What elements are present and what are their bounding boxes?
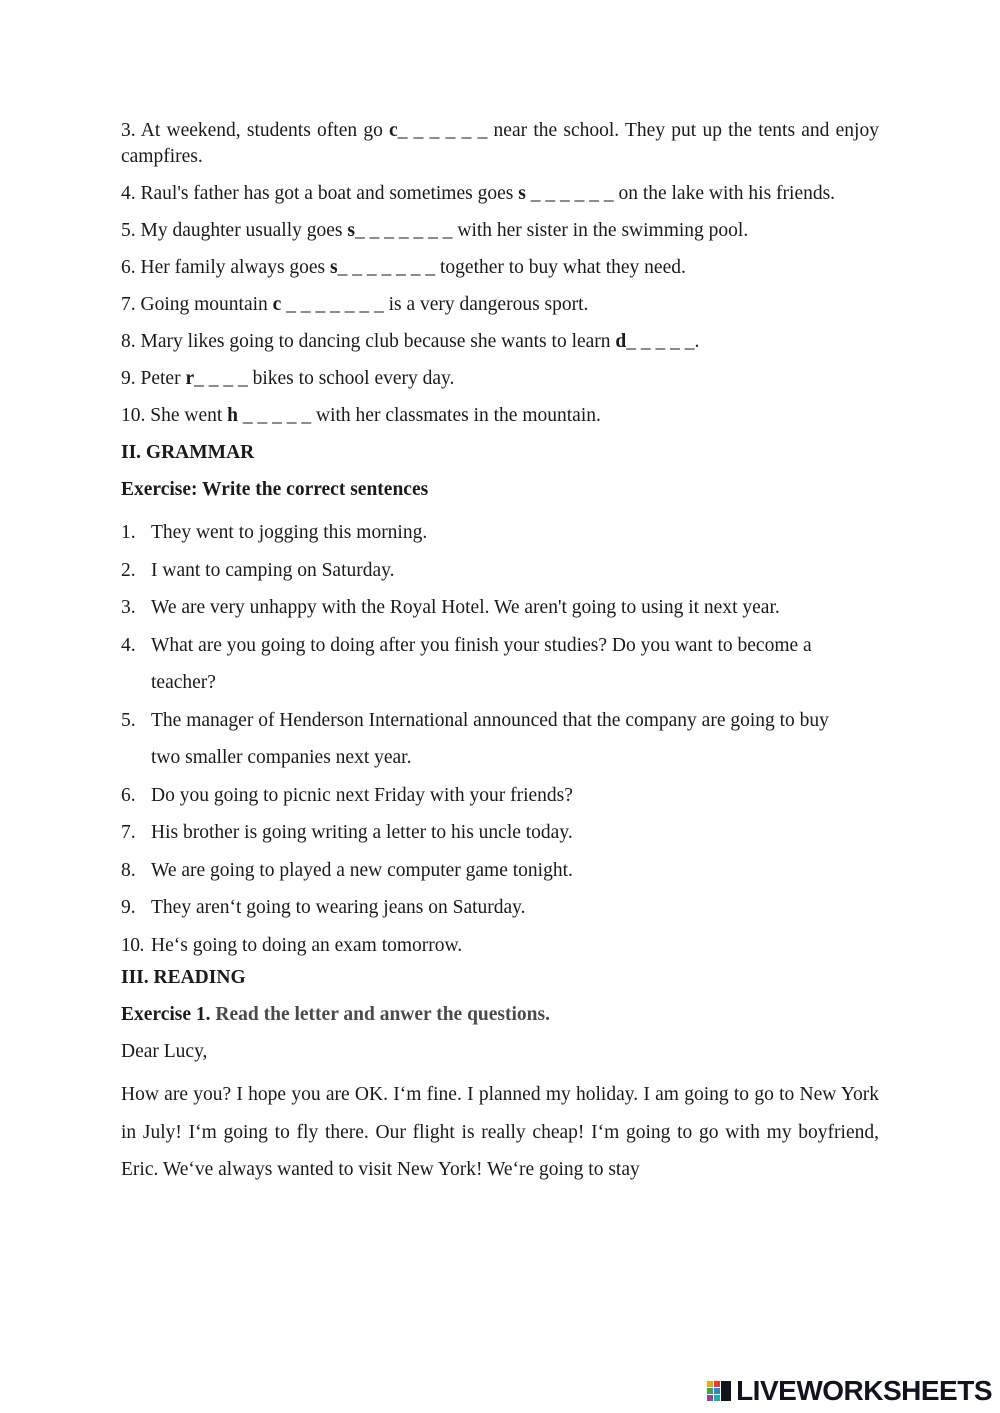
grammar-item: 4. What are you going to doing after you finish your studies? Do you want to become a teacher? (121, 634, 812, 693)
grammar-item: 2. I want to camping on Saturday. (121, 559, 395, 581)
grammar-item: 10. He‘s going to doing an exam tomorrow. (121, 934, 463, 956)
vocab-item: 8. Mary likes going to dancing club because she wants to learn d_ _ _ _ _. (121, 331, 700, 352)
grammar-item: 8. We are going to played a new computer game tonight. (121, 859, 573, 881)
liveworksheets-brand (707, 1376, 992, 1406)
brand-name: LIVEWORKSHEETS (736, 1375, 992, 1406)
letter-greeting: Dear Lucy, (121, 1041, 208, 1062)
vocab-item: 7. Going mountain c _ _ _ _ _ _ _ is a very dangerous sport. (121, 294, 589, 315)
vocabulary-section (121, 118, 879, 429)
vocab-item: 9. Peter r_ _ _ _ bikes to school every day. (121, 368, 455, 389)
reading-heading: III. READING (121, 967, 246, 988)
worksheet-page (121, 118, 879, 1189)
vocab-item: 5. My daughter usually goes s_ _ _ _ _ _ _ with her sister in the swimming pool. (121, 220, 749, 241)
grammar-heading: II. GRAMMAR (121, 442, 255, 463)
reading-exercise-title (121, 1002, 879, 1028)
vocab-item: 10. She went h _ _ _ _ _ with her classmates in the mountain. (121, 405, 601, 426)
grammar-item: 1. They went to jogging this morning. (121, 522, 428, 543)
grammar-list (121, 514, 879, 964)
grammar-exercise-title: Exercise: Write the correct sentences (121, 479, 429, 500)
letter-body: How are you? I hope you are OK. I‘m fine. I planned my holiday. I am going to go to New York in July! I‘m going to fly there. Our flight is really cheap! I‘m going to go with my boyfriend, Eric. We‘ve always wanted to visit New York! We‘re going to stay (121, 1084, 879, 1180)
reading-exercise-label: Exercise 1. (121, 1004, 211, 1025)
vocab-item: 6. Her family always goes s_ _ _ _ _ _ _ together to buy what they need. (121, 257, 686, 278)
grammar-item: 3. We are very unhappy with the Royal Hotel. We aren't going to using it next year. (121, 597, 780, 618)
grammar-item: 6. Do you going to picnic next Friday with your friends? (121, 784, 573, 806)
grammar-item: 9. They aren‘t going to wearing jeans on Saturday. (121, 897, 526, 918)
liveworksheets-logo-icon (707, 1379, 733, 1403)
reading-exercise-instruction: Read the letter and anwer the questions. (215, 1004, 550, 1025)
grammar-item: 5. The manager of Henderson International announced that the company are going to buy two smaller companies next year. (121, 709, 829, 768)
vocab-item: 4. Raul's father has got a boat and sometimes goes s _ _ _ _ _ _ on the lake with his friends. (121, 183, 836, 204)
vocab-item: 3. At weekend, students often go c_ _ _ _ _ _ near the school. They put up the tents and enjoy campfires. (121, 120, 879, 167)
grammar-item: 7. His brother is going writing a letter to his uncle today. (121, 822, 573, 843)
